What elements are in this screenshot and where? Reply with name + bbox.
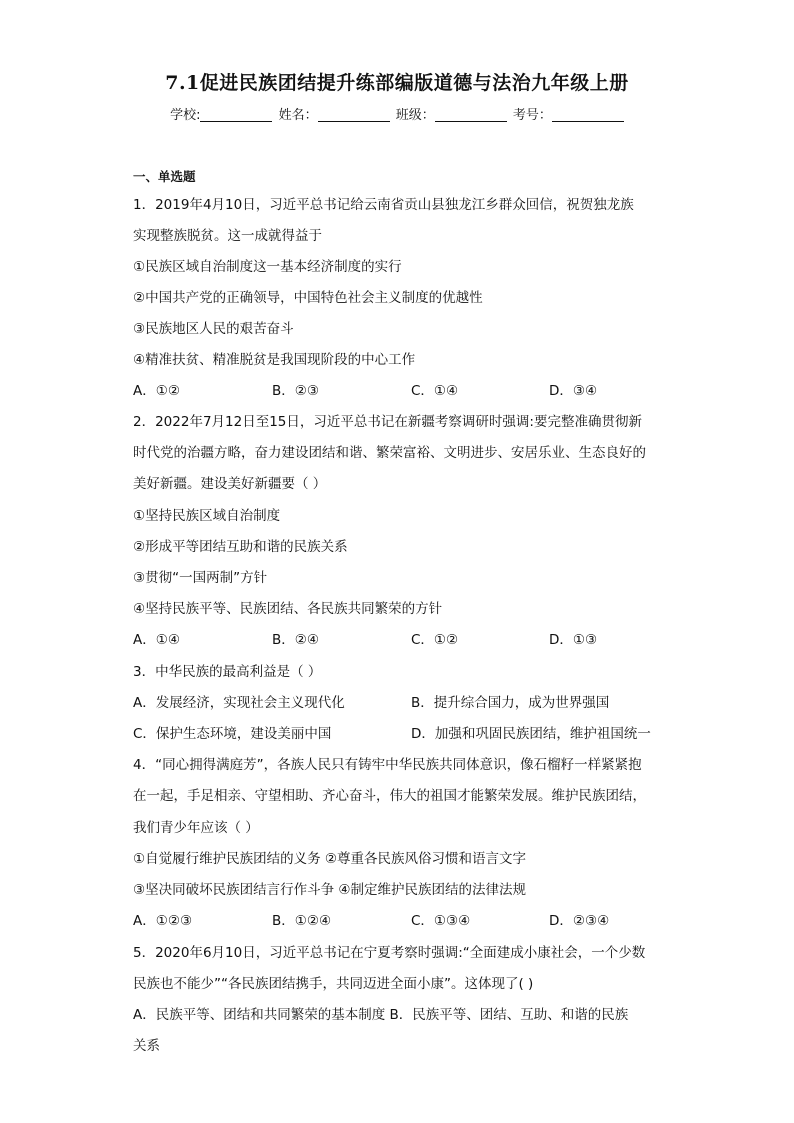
q1-statement-2: ②中国共产党的正确领导，中国特色社会主义制度的优越性 [133, 290, 483, 306]
q2-statement-3: ③贯彻“一国两制”方针 [133, 570, 268, 586]
q5-options-ab[interactable]: A．民族平等、团结和共同繁荣的基本制度 B．民族平等、团结、互助、和谐的民族 [133, 1007, 629, 1023]
q1-option-a[interactable]: A．①② [133, 383, 180, 399]
q2-option-d[interactable]: D．①③ [549, 632, 598, 648]
name-blank[interactable] [318, 107, 390, 122]
q3-option-b[interactable]: B．提升综合国力，成为世界强国 [411, 695, 610, 711]
q2-stem-line2: 时代党的治疆方略，奋力建设团结和谐、繁荣富裕、文明进步、安居乐业、生态良好的 [133, 445, 646, 461]
q3-option-c[interactable]: C．保护生态环境，建设美丽中国 [133, 726, 332, 742]
q2-option-a[interactable]: A．①④ [133, 632, 180, 648]
q3-stem: 3．中华民族的最高利益是（ ） [133, 664, 322, 680]
q2-stem-line1: 2．2022年7月12日至15日，习近平总书记在新疆考察调研时强调:要完整准确贯彻新 [133, 414, 642, 430]
q5-options-continued: 关系 [133, 1038, 160, 1054]
q2-statement-4: ④坚持民族平等、民族团结、各民族共同繁荣的方针 [133, 601, 443, 617]
q4-statements-3-4: ③坚决同破坏民族团结言行作斗争 ④制定维护民族团结的法律法规 [133, 882, 526, 898]
page-title: 7.1促进民族团结提升练部编版道德与法治九年级上册 [165, 72, 629, 94]
q1-statement-3: ③民族地区人民的艰苦奋斗 [133, 321, 294, 337]
q2-option-b[interactable]: B．②④ [272, 632, 319, 648]
q1-option-d[interactable]: D．③④ [549, 383, 598, 399]
school-blank[interactable] [200, 107, 272, 122]
q4-stem-line1: 4．“同心拥得满庭芳”，各族人民只有铸牢中华民族共同体意识，像石榴籽一样紧紧抱 [133, 757, 642, 773]
q4-stem-line2: 在一起，手足相亲、守望相助、齐心奋斗，伟大的祖国才能繁荣发展。维护民族团结， [133, 788, 646, 804]
q4-stem-line3: 我们青少年应该（ ） [133, 820, 259, 836]
q4-statements-1-2: ①自觉履行维护民族团结的义务 ②尊重各民族风俗习惯和语言文字 [133, 851, 526, 867]
q1-option-c[interactable]: C．①④ [411, 383, 459, 399]
q2-statement-1: ①坚持民族区域自治制度 [133, 508, 281, 524]
class-blank[interactable] [435, 107, 507, 122]
q3-option-d[interactable]: D．加强和巩固民族团结，维护祖国统一 [411, 726, 651, 742]
q2-option-c[interactable]: C．①② [411, 632, 459, 648]
school-label: 学校: [170, 108, 201, 123]
q2-stem-line3: 美好新疆。建设美好新疆要（ ） [133, 476, 327, 492]
q1-option-b[interactable]: B．②③ [272, 383, 319, 399]
q4-option-d[interactable]: D．②③④ [549, 913, 610, 929]
q2-statement-2: ②形成平等团结互助和谐的民族关系 [133, 539, 348, 555]
name-label: 姓名： [278, 108, 318, 123]
q1-stem-line2: 实现整族脱贫。这一成就得益于 [133, 228, 322, 244]
class-label: 班级： [395, 108, 435, 123]
q4-option-c[interactable]: C．①③④ [411, 913, 471, 929]
q1-stem-line1: 1．2019年4月10日，习近平总书记给云南省贡山县独龙江乡群众回信，祝贺独龙族 [133, 197, 634, 213]
student-info-row [0, 104, 794, 123]
q3-option-a[interactable]: A．发展经济，实现社会主义现代化 [133, 695, 345, 711]
exam-number-blank[interactable] [552, 107, 624, 122]
q5-stem-line1: 5．2020年6月10日，习近平总书记在宁夏考察时强调:“全面建成小康社会，一个少数 [133, 945, 646, 961]
q1-statement-4: ④精准扶贫、精准脱贫是我国现阶段的中心工作 [133, 352, 416, 368]
q1-statement-1: ①民族区域自治制度这一基本经济制度的实行 [133, 259, 402, 275]
q4-option-b[interactable]: B．①②④ [272, 913, 332, 929]
q5-stem-line2: 民族也不能少”“各民族团结携手，共同迈进全面小康”。这体现了( ) [133, 976, 534, 992]
exam-number-label: 考号： [512, 108, 552, 123]
section-heading: 一、单选题 [133, 169, 196, 184]
q4-option-a[interactable]: A．①②③ [133, 913, 193, 929]
